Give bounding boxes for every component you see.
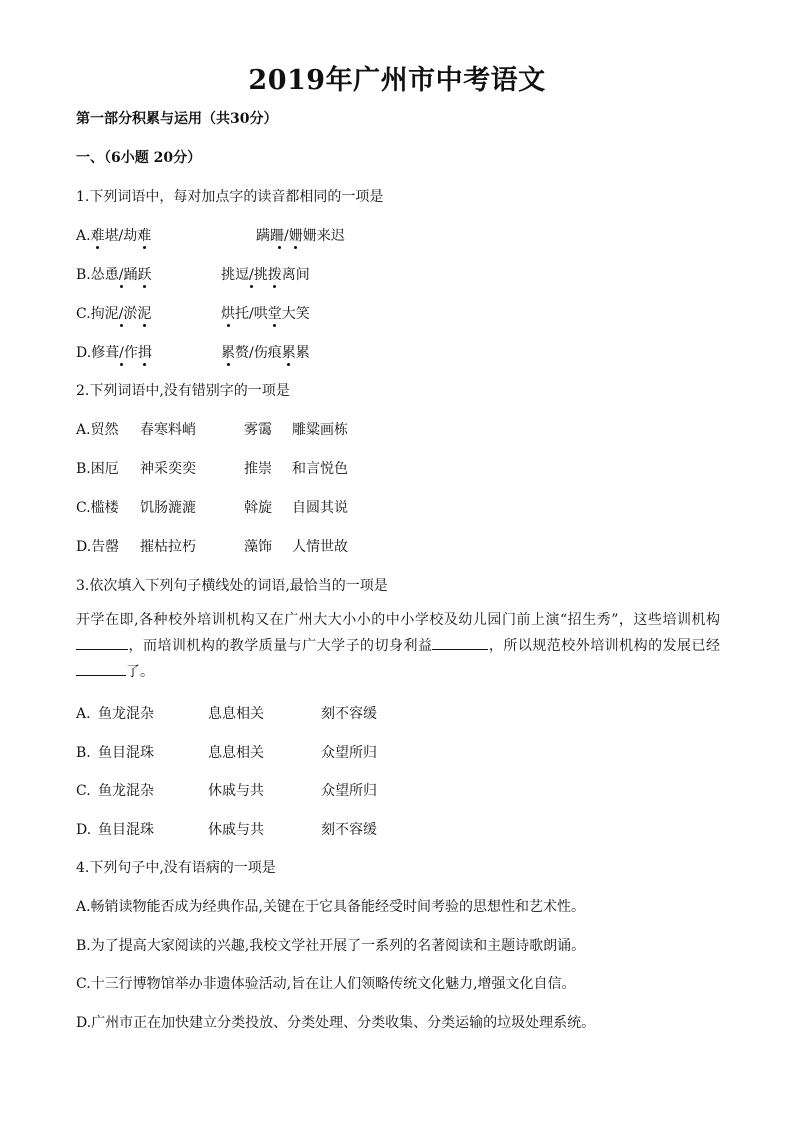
- q4-option-a: A.畅销读物能否成为经典作品,关键在于它具备能经受时间考验的思想性和艺术性。: [76, 899, 586, 915]
- q4-stem: 4.下列句子中,没有语病的一项是: [76, 860, 276, 876]
- option-key: C.: [76, 500, 91, 516]
- q3-option-d: D. 鱼目混珠 休戚与共 刻不容缓: [76, 822, 377, 838]
- dotted-char: 难: [90, 228, 105, 244]
- exam-title: 2019年广州市中考语文: [248, 65, 546, 96]
- fill-blank: [76, 661, 126, 676]
- q2-option-b: B.困厄 神采奕奕 推崇 和言悦色: [76, 461, 348, 477]
- q2-option-a: A.贸然 春寒料峭 雾霭 雕粱画栋: [76, 422, 348, 438]
- dotted-char: 恿/踊: [104, 267, 138, 283]
- option-key: A.: [76, 422, 91, 438]
- fill-blank: [76, 635, 128, 650]
- dotted-char: 葺/作: [105, 345, 138, 361]
- q1-option-d: D.修葺/作揖 累赘/伤痕累累: [76, 345, 310, 361]
- q1-option-c: C.拘泥/淤泥 烘托/哄堂大笑: [76, 306, 310, 322]
- dotted-char: 逗/挑: [235, 267, 268, 283]
- option-key: A.: [76, 228, 91, 244]
- dotted-char: 烘: [221, 306, 235, 322]
- option-key: A.: [76, 706, 91, 722]
- dotted-char: 泥: [137, 306, 152, 322]
- dotted-char: 累: [221, 345, 235, 361]
- fill-blank: [432, 635, 488, 650]
- dotted-char: 泥/淤: [104, 306, 138, 322]
- q1-option-d-pair2: 累赘/伤痕累累: [221, 345, 310, 361]
- q1-option-b-pair2: 挑逗/挑拨离间: [221, 267, 310, 283]
- q1-option-c-pair2: 烘托/哄堂大笑: [221, 306, 310, 322]
- option-key: B.: [76, 267, 91, 283]
- q4-option-c: C.十三行博物馆举办非遗体验活动,旨在让人们领略传统文化魅力,增强文化自信。: [76, 976, 576, 992]
- dotted-char: 跃: [137, 267, 152, 283]
- q3-passage: 开学在即,各种校外培训机构又在广州大大小小的中小学校及幼儿园门前上演“招生秀”，这些培训机构，而培训机构的教学质量与广大学子的切身利益 ，所以规范校外培训机构的发展已经了。: [76, 612, 720, 680]
- q1-option-a-pair2: 蹒跚/姗姗来迟: [256, 228, 345, 244]
- q1-option-b: B.怂恿/踊跃 挑逗/挑拨离间: [76, 267, 310, 283]
- q2-option-d: D.告罄 摧枯拉朽 藻饰 人情世故: [76, 539, 348, 555]
- q3-option-c: C. 鱼龙混杂 休戚与共 众望所归: [76, 783, 377, 799]
- q2-option-c: C.槛楼 饥肠漉漉 斡旋 自圆其说: [76, 500, 348, 516]
- dotted-char: 姗: [288, 228, 303, 244]
- q1-option-a: A.难堪/劫难 蹒跚/姗姗来迟: [76, 228, 345, 244]
- q2-stem: 2.下列词语中,没有错别字的一项是: [76, 383, 290, 399]
- dotted-char: 累: [281, 345, 296, 361]
- dotted-char: 难: [137, 228, 152, 244]
- option-key: B.: [76, 461, 91, 477]
- dotted-char: 跚/: [270, 228, 289, 244]
- option-key: D.: [76, 539, 92, 555]
- dotted-char: 堂: [267, 306, 282, 322]
- q4-option-b: B.为了提高大家阅读的兴趣,我校文学社开展了一系列的名著阅读和主题诗歌朗诵。: [76, 938, 586, 954]
- part-heading: 一、（6小题 20分）: [76, 150, 202, 166]
- q3-option-b: B. 鱼目混珠 息息相关 众望所归: [76, 745, 377, 761]
- dotted-char: 拨: [267, 267, 282, 283]
- option-key: C.: [76, 306, 91, 322]
- q4-option-d: D.广州市正在加快建立分类投放、分类处理、分类收集、分类运输的垃圾处理系统。: [76, 1015, 596, 1031]
- option-key: D.: [76, 345, 92, 361]
- q3-option-a: A. 鱼龙混杂 息息相关 刻不容缓: [76, 706, 377, 722]
- option-key: B.: [76, 745, 91, 761]
- dotted-char: 揖: [137, 345, 152, 361]
- q1-stem: 1.下列词语中，每对加点字的读音都相同的一项是: [76, 189, 384, 205]
- option-key: D.: [76, 822, 92, 838]
- q3-stem: 3.依次填入下列句子横线处的词语,最恰当的一项是: [76, 578, 388, 594]
- option-key: C.: [76, 783, 91, 799]
- section-heading: 第一部分积累与运用（共30分）: [76, 111, 278, 127]
